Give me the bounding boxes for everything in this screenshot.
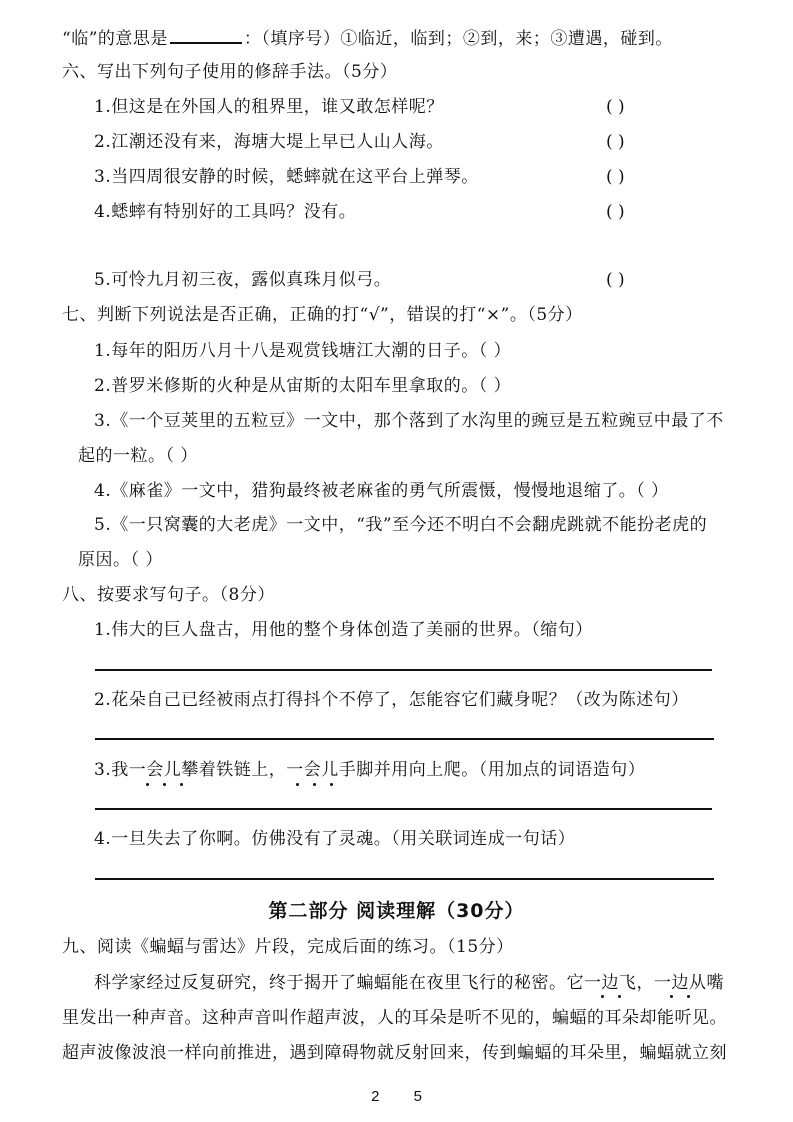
section-8-item-1: 1.伟大的巨人盘古，用他的整个身体创造了美丽的世界。（缩句） bbox=[94, 620, 593, 640]
section-8-item-3: 3.我一会儿攀着铁链上，一会儿手脚并用向上爬。（用加点的词语造句） bbox=[94, 760, 646, 780]
answer-paren[interactable]: ( ) bbox=[606, 132, 625, 152]
emphasis-dot bbox=[601, 995, 604, 998]
emphasis-dot bbox=[180, 783, 183, 786]
emphasis-dot bbox=[146, 783, 149, 786]
section-8-item-2: 2.花朵自己已经被雨点打得抖个不停了，怎能容它们藏身呢？（改为陈述句） bbox=[94, 690, 689, 710]
question-options: ：（填序号）①临近，临到；②到，来；③遭遇，碰到。 bbox=[243, 29, 673, 49]
reading-paragraph-line-1: 科学家经过反复研究，终于揭开了蝙蝠能在夜里飞行的秘密。它一边飞，一边从嘴 bbox=[94, 973, 724, 993]
page-number: 2 5 bbox=[371, 1088, 422, 1105]
part-2-title: 第二部分 阅读理解（30分） bbox=[268, 900, 525, 922]
section-6-item-3: 3.当四周很安静的时候，蟋蟀就在这平台上弹琴。 bbox=[94, 167, 479, 187]
section-6-item-5: 5.可怜九月初三夜，露似真珠月似弓。 bbox=[94, 270, 392, 290]
answer-paren[interactable]: ( ) bbox=[606, 270, 625, 290]
section-7-item-5-line-1: 5.《一只窝囊的大老虎》一文中，“我”至今还不明白不会翻虎跳就不能扮老虎的 bbox=[94, 515, 708, 535]
reading-paragraph-line-2: 里发出一种声音。这种声音叫作超声波，人的耳朵是听不见的，蝙蝠的耳朵却能听见。 bbox=[62, 1008, 727, 1028]
answer-line-2[interactable] bbox=[95, 738, 714, 740]
section-7-item-5-line-2: 原因。（ ） bbox=[78, 550, 163, 570]
emphasis-dot bbox=[687, 995, 690, 998]
section-7-item-3-line-1: 3.《一个豆荚里的五粒豆》一文中，那个落到了水沟里的豌豆是五粒豌豆中最了不 bbox=[94, 411, 724, 431]
answer-paren[interactable]: ( ) bbox=[606, 167, 625, 187]
section-9-title: 九、阅读《蝙蝠与雷达》片段，完成后面的练习。（15分） bbox=[62, 937, 514, 957]
answer-blank[interactable] bbox=[170, 26, 242, 44]
question-text: “临”的意思是 bbox=[62, 29, 168, 49]
emphasis-dot bbox=[313, 783, 316, 786]
section-7-item-1: 1.每年的阳历八月十八是观赏钱塘江大潮的日子。（ ） bbox=[94, 341, 512, 361]
emphasis-dot bbox=[670, 995, 673, 998]
section-6-title: 六、写出下列句子使用的修辞手法。（5分） bbox=[62, 62, 398, 82]
section-7-item-2: 2.普罗米修斯的火种是从宙斯的太阳车里拿取的。（ ） bbox=[94, 376, 512, 396]
section-6-item-4: 4.蟋蟀有特别好的工具吗？没有。 bbox=[94, 202, 357, 222]
answer-line-1[interactable] bbox=[95, 669, 712, 671]
answer-line-4[interactable] bbox=[95, 878, 714, 880]
section-6-item-1: 1.但这是在外国人的租界里，谁又敢怎样呢？ bbox=[94, 97, 444, 117]
answer-paren[interactable]: ( ) bbox=[606, 97, 625, 117]
emphasis-dot bbox=[163, 783, 166, 786]
section-7-item-3-line-2: 起的一粒。（ ） bbox=[78, 446, 198, 466]
answer-line-3[interactable] bbox=[95, 808, 712, 810]
section-7-title: 七、判断下列说法是否正确，正确的打“√”，错误的打“×”。（5分） bbox=[62, 305, 583, 325]
emphasis-dot bbox=[618, 995, 621, 998]
reading-paragraph-line-3: 超声波像波浪一样向前推进，遇到障碍物就反射回来，传到蝙蝠的耳朵里，蝙蝠就立刻 bbox=[62, 1043, 727, 1063]
section-7-item-4: 4.《麻雀》一文中，猎狗最终被老麻雀的勇气所震慑，慢慢地退缩了。（ ） bbox=[94, 481, 669, 501]
answer-paren[interactable]: ( ) bbox=[606, 202, 625, 222]
emphasis-dot bbox=[296, 783, 299, 786]
section-8-item-4: 4.一旦失去了你啊。仿佛没有了灵魂。（用关联词连成一句话） bbox=[94, 829, 576, 849]
question-line-lin-meaning bbox=[62, 26, 673, 50]
emphasis-dot bbox=[330, 783, 333, 786]
section-8-title: 八、按要求写句子。（8分） bbox=[62, 585, 275, 605]
section-6-item-2: 2.江潮还没有来，海塘大堤上早已人山人海。 bbox=[94, 132, 444, 152]
